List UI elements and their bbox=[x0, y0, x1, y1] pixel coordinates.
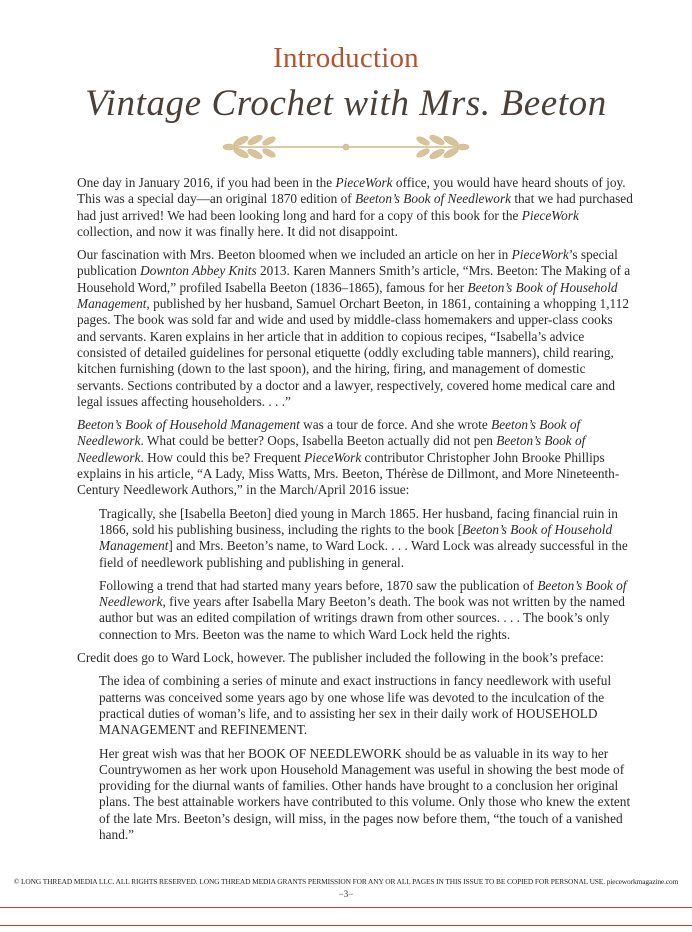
italic-title: PieceWork bbox=[304, 449, 362, 465]
italic-title: PieceWork bbox=[521, 207, 579, 223]
text-run: ’s special publication bbox=[77, 247, 618, 279]
italic-title: PieceWork bbox=[511, 247, 569, 263]
text-run: 2013. Karen Manners Smith’s article, “Mrs. Beeton: The Making of a Household Word,” profiled Isabella Beeton (1836–1865), famous for her bbox=[77, 263, 631, 295]
article-body bbox=[77, 175, 633, 850]
italic-title: Downton Abbey Knits bbox=[140, 263, 257, 279]
section-heading: Introduction bbox=[273, 42, 419, 74]
block-quote-paragraph bbox=[99, 578, 633, 643]
footer-rule-bottom bbox=[0, 925, 692, 926]
text-run: . What could be better? Oops, Isabella Beeton actually did not pen bbox=[140, 433, 497, 449]
text-run: collection, and now it was finally here. It did not disappoint. bbox=[77, 223, 398, 239]
text-run: Our fascination with Mrs. Beeton bloomed when we included an article on her in bbox=[77, 247, 512, 263]
text-run: Her great wish was that her BOOK OF NEEDLEWORK should be as valuable in its way to her Countrywomen as her work upon Household Management was useful in showing the best mode of providing for the diurnal wants of families. Other hands have brought to a conclusion her original plans. The best attainable workers have contributed to this volume. Only those who knew the extent of the late Mrs. Beeton’s design, will miss, in the pages now before them, “the touch of a vanished hand.” bbox=[99, 745, 631, 842]
text-run: Tragically, she [Isabella Beeton] died young in March 1865. Her husband, facing financial ruin in 1866, sold his publishing business, including the rights to the book [ bbox=[99, 505, 618, 537]
italic-title: Beeton’s Book of Household Management bbox=[99, 521, 613, 554]
body-paragraph bbox=[77, 417, 633, 498]
block-quote-paragraph bbox=[99, 673, 633, 738]
footer-rule-top bbox=[0, 907, 692, 908]
text-run: Following a trend that had started many years before, 1870 saw the publication of bbox=[99, 577, 538, 593]
block-quote-paragraph bbox=[99, 746, 633, 844]
body-paragraph bbox=[77, 175, 633, 240]
italic-title: Beeton’s Book of Needlework bbox=[77, 417, 581, 449]
italic-title: Beeton’s Book of Household Management bbox=[77, 279, 618, 312]
body-paragraph bbox=[77, 650, 633, 666]
copyright-footer: © LONG THREAD MEDIA LLC. ALL RIGHTS RESERVED. LONG THREAD MEDIA GRANTS PERMISSION FOR ANY OR ALL PAGES IN THIS ISSUE TO BE COPIED FOR PERSONAL USE. pieceworkmagazine.com bbox=[13, 877, 679, 886]
italic-title: Beeton’s Book of Needlework bbox=[355, 191, 512, 207]
italic-title: Beeton’s Book of Needlework bbox=[99, 577, 627, 610]
block-quote-paragraph bbox=[99, 506, 633, 571]
body-paragraph bbox=[77, 247, 633, 410]
text-run: The idea of combining a series of minute and exact instructions in fancy needlework with useful patterns was conceived some years ago by one whose life was devoted to the inculcation of the practical duties of woman’s life, and to assisting her sex in their daily work of HOUSEHOLD MANAGEMENT and REFINEMENT. bbox=[99, 673, 612, 738]
italic-title: Beeton’s Book of Household Management bbox=[77, 417, 300, 433]
text-run: One day in January 2016, if you had been in the bbox=[77, 175, 336, 190]
italic-title: Beeton’s Book of Needlework bbox=[77, 433, 586, 465]
text-run: Credit does go to Ward Lock, however. The publisher included the following in the book’s preface: bbox=[77, 650, 604, 666]
text-run: office, you would have heard shouts of joy. This was a special day—an original 1870 edition of bbox=[77, 175, 626, 207]
double-laurel-ornament-icon bbox=[211, 132, 481, 162]
text-run: was a tour de force. And she wrote bbox=[299, 417, 492, 433]
text-run: , published by her husband, Samuel Orchart Beeton, in 1861, containing a whopping 1,112 pages. The book was sold far and wide and used by middle-class homemakers and upper-class cooks and servants. Karen explains in her article that in addition to copious recipes, “Isabella’s advice consisted of detailed guidelines for personal etiquette (oddly excluding table manners), child rearing, kitchen furnishing (down to the last spoon), and the hiring, firing, and management of domestic servants. Sections contributed by a doctor and a lawyer, respectively, covered home medical care and legal issues affecting householders. . . .” bbox=[77, 296, 629, 409]
text-run: , five years after Isabella Mary Beeton’s death. The book was not written by the named author but was an edited compilation of writings drawn from other sources. . . . The book’s only connection to Mrs. Beeton was the name to which Ward Lock held the rights. bbox=[99, 594, 625, 642]
page-number: −3− bbox=[338, 889, 354, 899]
text-run: ] and Mrs. Beeton’s name, to Ward Lock. . . . Ward Lock was already successful in the field of needlework publishing and publishing in general. bbox=[99, 538, 628, 570]
text-run: . How could this be? Frequent bbox=[140, 449, 305, 465]
article-title: Vintage Crochet with Mrs. Beeton bbox=[85, 83, 607, 124]
text-run: that we had purchased had just arrived! We had been looking long and hard for a copy of this book for the bbox=[77, 191, 633, 223]
italic-title: PieceWork bbox=[335, 175, 393, 190]
text-run: contributor Christopher John Brooke Phillips explains in his article, “A Lady, Miss Watts, Mrs. Beeton, Thérèse de Dillmont, and More Nineteenth-Century Needlework Authors,” in the March/April 2016 issue: bbox=[77, 449, 620, 498]
